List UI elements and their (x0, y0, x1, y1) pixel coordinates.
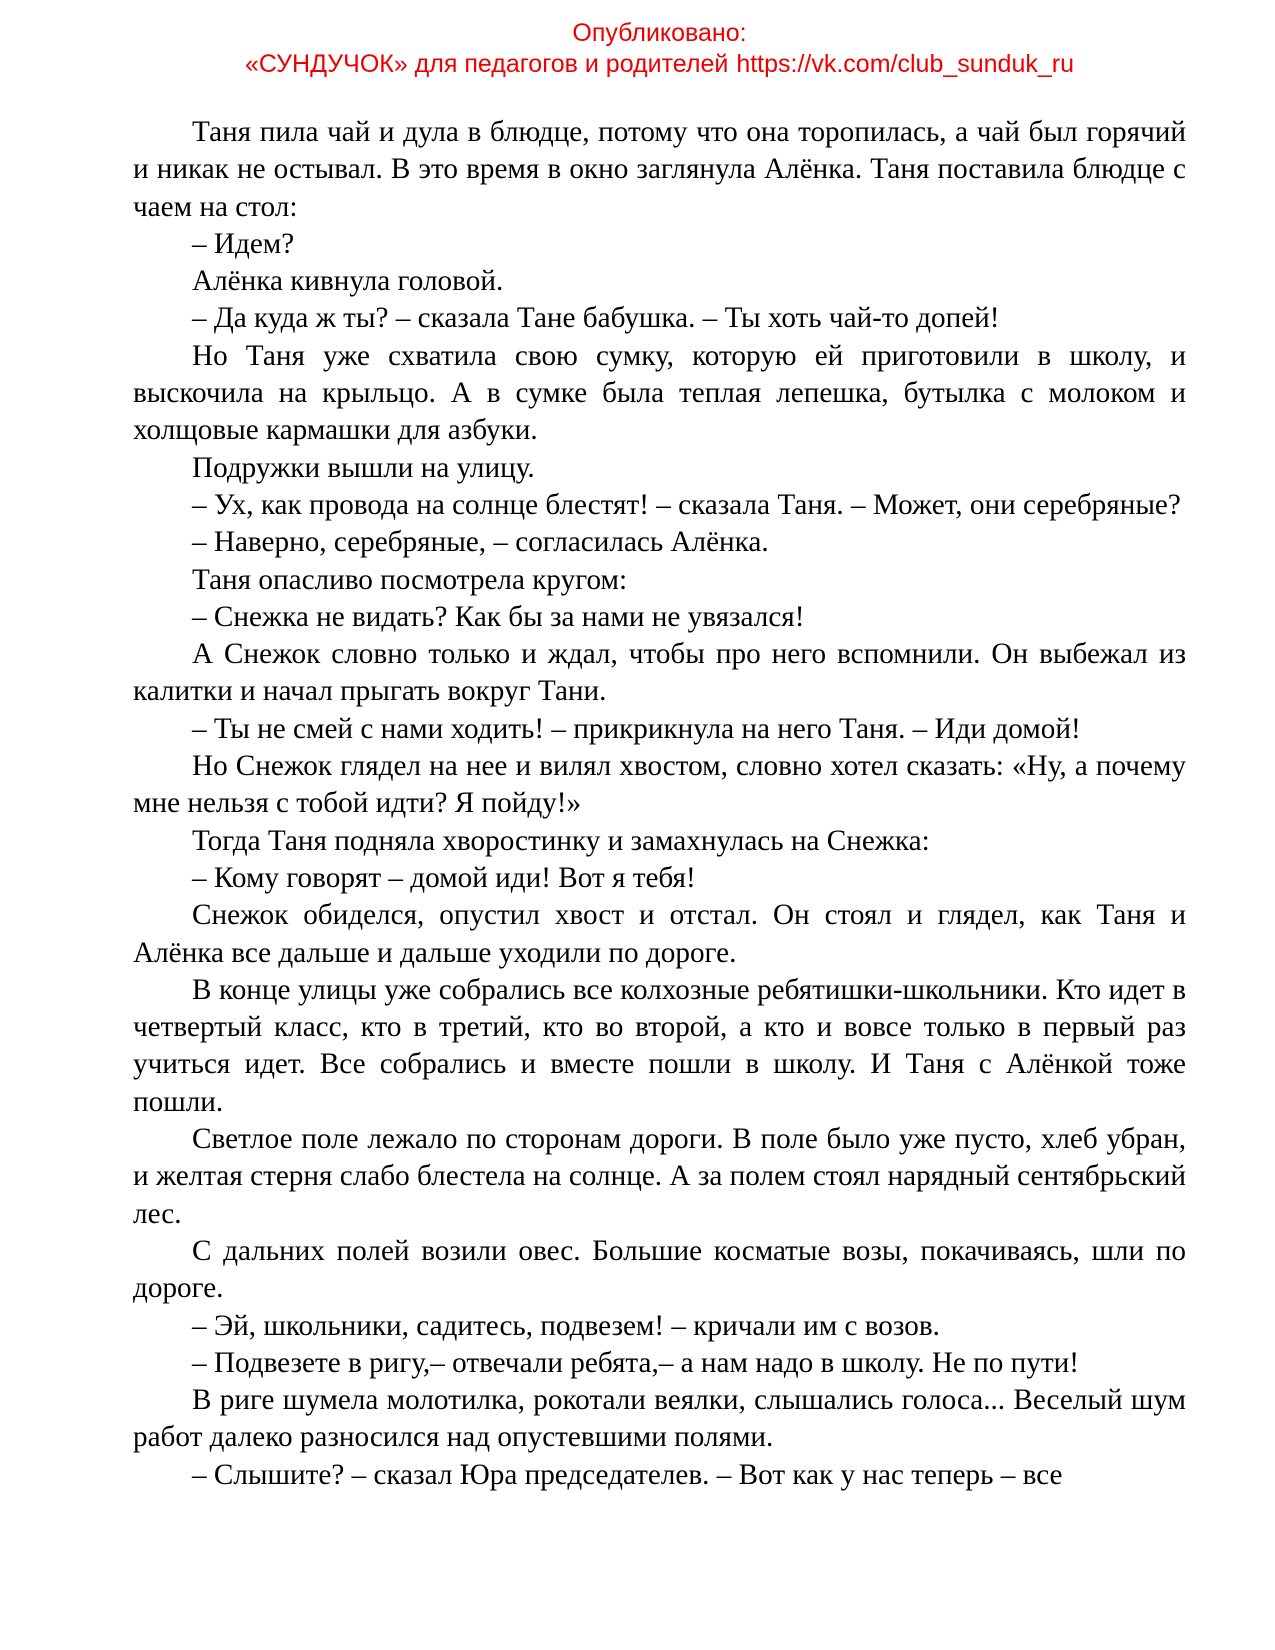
story-paragraph-8: – Наверно, серебряные, – согласилась Алёнка. (192, 526, 769, 559)
story-paragraph-10: – Снежка не видать? Как бы за нами не увязался! (192, 600, 805, 633)
story-paragraph-22: В риге шумела молотилка, рокотали веялки, слышались голоса... Веселый шум работ далеко разносился над опустевшими полями. (133, 1384, 1186, 1454)
story-paragraph-19: С дальних полей возили овес. Большие косматые возы, покачиваясь, шли по дороге. (133, 1234, 1186, 1305)
story-paragraph-17: В конце улицы уже собрались все колхозные ребятишки-школьники. Кто идет в четвертый класс, кто в третий, кто во второй, а кто и вовсе только в первый раз учиться идет. Все собрались и вместе пошли в школу. И Таня с Алёнкой тоже пошли. (133, 973, 1186, 1118)
story-paragraph-6: Подружки вышли на улицу. (192, 451, 535, 484)
story-paragraph-15: – Кому говорят – домой иди! Вот я тебя! (192, 861, 696, 894)
publication-header (133, 18, 1186, 80)
published-label: Опубликовано: (572, 19, 747, 47)
story-paragraph-12: – Ты не смей с нами ходить! – прикрикнула на него Таня. – Иди домой! (192, 712, 1081, 745)
story-paragraph-2: – Идем? (192, 227, 295, 260)
story-paragraph-13: Но Снежок глядел на нее и вилял хвостом, словно хотел сказать: «Ну, а почему мне нельзя с тобой идти? Я пойду!» (133, 750, 1186, 820)
story-paragraph-23: – Слышите? – сказал Юра председателев. – Вот как у нас теперь – все (192, 1458, 1063, 1491)
story-paragraph-7: – Ух, как провода на солнце блестят! – сказала Таня. – Может, они серебряные? (192, 488, 1181, 521)
vk-url[interactable]: https://vk.com/club_sunduk_ru (736, 50, 1074, 78)
story-paragraph-14: Тогда Таня подняла хворостинку и замахнулась на Снежка: (192, 824, 930, 857)
story-paragraph-5: Но Таня уже схватила свою сумку, которую ей приготовили в школу, и выскочила на крыльцо. А в сумке была теплая лепешка, бутылка с молоком и холщовые кармашки для азбуки. (133, 339, 1186, 447)
story-text (133, 114, 1186, 1494)
story-paragraph-9: Таня опасливо посмотрела кругом: (192, 563, 628, 596)
story-paragraph-20: – Эй, школьники, садитесь, подвезем! – кричали им с возов. (192, 1309, 940, 1342)
story-paragraph-1: Таня пила чай и дула в блюдце, потому что она торопилась, а чай был горячий и никак не остывал. В это время в окно заглянула Алёнка. Таня поставила блюдце с чаем на стол: (133, 116, 1186, 223)
publication-source-line (133, 49, 1186, 80)
story-paragraph-21: – Подвезете в ригу,– отвечали ребята,– а нам надо в школу. Не по пути! (192, 1346, 1079, 1379)
story-paragraph-16: Снежок обиделся, опустил хвост и отстал. Он стоял и глядел, как Таня и Алёнка все дальше и дальше уходили по дороге. (133, 899, 1186, 969)
story-paragraph-4: – Да куда ж ты? – сказала Тане бабушка. – Ты хоть чай-то допей! (192, 302, 1000, 335)
story-paragraph-18: Светлое поле лежало по сторонам дороги. В поле было уже пусто, хлеб убран, и желтая стерня слабо блестела на солнце. А за полем стоял нарядный сентябрьский лес. (133, 1123, 1186, 1230)
community-name: «СУНДУЧОК» для педагогов и родителей (245, 50, 729, 78)
story-paragraph-3: Алёнка кивнула головой. (192, 265, 504, 298)
story-paragraph-11: А Снежок словно только и ждал, чтобы про него вспомнили. Он выбежал из калитки и начал прыгать вокруг Тани. (133, 638, 1186, 708)
